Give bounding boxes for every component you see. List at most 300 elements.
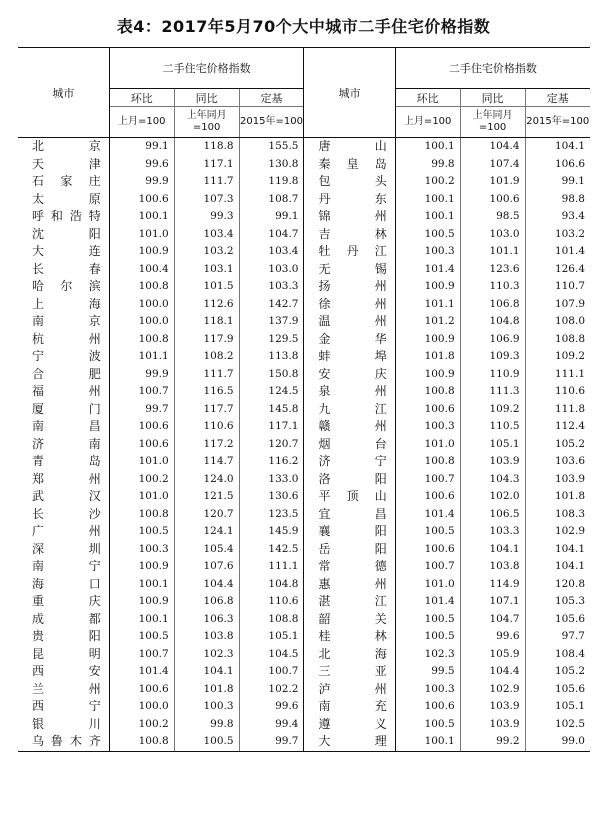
city-header-left: 城市 [18,48,109,138]
base-value-right: 105.6 [525,681,590,699]
base-value-right: 97.7 [525,628,590,646]
mom-value-right: 100.9 [395,331,460,349]
table-row [18,348,590,366]
city-name-left: 长沙 [32,506,101,521]
yoy-value-right: 103.9 [460,698,525,716]
base-value-right: 99.1 [525,173,590,191]
city-name-left: 郑州 [32,471,101,486]
city-name-right: 惠州 [304,576,395,594]
col-yoy-left: 同比 [174,89,239,107]
yoy-value-left: 100.3 [174,698,239,716]
base-value-left: 150.8 [239,366,304,384]
base-value-right: 126.4 [525,261,590,279]
city-name-left: 合肥 [32,366,101,381]
table-row [18,313,590,331]
mom-value-right: 100.6 [395,401,460,419]
city-name-left: 厦门 [32,401,101,416]
table-row [18,453,590,471]
yoy-value-right: 98.5 [460,208,525,226]
yoy-value-left: 106.3 [174,611,239,629]
mom-value-left: 100.6 [109,191,174,209]
city-name-right: 泸州 [304,681,395,699]
table-row [18,173,590,191]
base-value-left: 110.6 [239,593,304,611]
yoy-value-left: 117.2 [174,436,239,454]
yoy-value-right: 103.3 [460,523,525,541]
yoy-value-right: 110.5 [460,418,525,436]
mom-value-right: 101.1 [395,296,460,314]
city-name-left: 广州 [32,524,101,538]
yoy-value-left: 104.4 [174,576,239,594]
city-name-left: 南昌 [32,419,101,433]
mom-value-left: 100.6 [109,681,174,699]
city-name-left: 昆明 [32,646,101,661]
mom-value-left: 100.1 [109,208,174,226]
city-name-right: 桂林 [304,628,395,646]
base-value-right: 105.1 [525,698,590,716]
group-header-right: 二手住宅价格指数 [395,48,590,89]
yoy-value-right: 102.9 [460,681,525,699]
mom-value-right: 100.6 [395,541,460,559]
base-value-left: 133.0 [239,471,304,489]
base-value-left: 103.4 [239,243,304,261]
mom-value-right: 100.7 [395,471,460,489]
city-name-right: 金华 [304,331,395,349]
base-value-left: 105.1 [239,628,304,646]
yoy-value-right: 104.3 [460,471,525,489]
yoy-value-left: 117.7 [174,401,239,419]
yoy-value-left: 103.8 [174,628,239,646]
mom-value-right: 100.5 [395,523,460,541]
base-value-left: 104.7 [239,226,304,244]
base-value-right: 106.6 [525,156,590,174]
mom-value-left: 100.9 [109,593,174,611]
mom-value-right: 100.1 [395,191,460,209]
mom-value-left: 101.0 [109,488,174,506]
yoy-value-left: 107.3 [174,191,239,209]
city-name-right: 襄阳 [304,523,395,541]
base-value-left: 119.8 [239,173,304,191]
base-value-left: 104.8 [239,576,304,594]
city-name-left: 重庆 [32,594,101,608]
base-value-right: 108.4 [525,646,590,664]
mom-value-left: 100.7 [109,383,174,401]
yoy-value-left: 101.5 [174,278,239,296]
base-value-right: 108.0 [525,313,590,331]
yoy-value-right: 107.1 [460,593,525,611]
city-name-right: 牡丹江 [304,243,395,261]
base-value-right: 104.1 [525,138,590,156]
table-row [18,523,590,541]
yoy-value-left: 108.2 [174,348,239,366]
yoy-value-left: 117.1 [174,156,239,174]
yoy-value-left: 102.3 [174,646,239,664]
base-value-right: 120.8 [525,576,590,594]
mom-value-left: 100.8 [109,506,174,524]
mom-value-right: 101.2 [395,313,460,331]
yoy-value-left: 124.1 [174,523,239,541]
mom-value-left: 100.0 [109,296,174,314]
yoy-value-left: 112.6 [174,296,239,314]
mom-value-left: 99.9 [109,366,174,384]
mom-value-right: 100.6 [395,698,460,716]
table-row [18,611,590,629]
table-row [18,628,590,646]
city-name-right: 包头 [304,173,395,191]
city-name-left: 天津 [32,156,101,171]
base-value-left: 99.7 [239,733,304,751]
city-name-left: 武汉 [32,489,101,503]
base-value-right: 104.1 [525,541,590,559]
table-body [18,138,590,752]
base-value-left: 108.7 [239,191,304,209]
table-row [18,191,590,209]
yoy-value-right: 110.3 [460,278,525,296]
base-value-right: 101.8 [525,488,590,506]
yoy-value-left: 124.0 [174,471,239,489]
mom-value-right: 101.4 [395,506,460,524]
yoy-value-left: 111.7 [174,173,239,191]
base-value-left: 124.5 [239,383,304,401]
city-name-right: 南充 [304,698,395,716]
table-row [18,383,590,401]
table-row [18,488,590,506]
city-name-right: 常德 [304,558,395,576]
mom-value-right: 100.3 [395,243,460,261]
base-value-right: 103.6 [525,453,590,471]
city-header-right: 城市 [304,48,395,138]
yoy-value-left: 100.5 [174,733,239,751]
city-name-left: 南宁 [32,559,101,573]
base-value-left: 113.8 [239,348,304,366]
city-name-right: 三亚 [304,663,395,681]
city-name-right: 济宁 [304,453,395,471]
yoy-value-left: 99.3 [174,208,239,226]
city-name-right: 洛阳 [304,471,395,489]
base-value-left: 103.3 [239,278,304,296]
base-value-left: 116.2 [239,453,304,471]
city-name-right: 九江 [304,401,395,419]
yoy-value-right: 109.3 [460,348,525,366]
base-value-right: 105.2 [525,663,590,681]
yoy-value-left: 103.2 [174,243,239,261]
base-value-right: 93.4 [525,208,590,226]
city-name-right: 韶关 [304,611,395,629]
yoy-value-left: 99.8 [174,716,239,734]
city-name-right: 泉州 [304,383,395,401]
base-value-left: 145.9 [239,523,304,541]
city-name-right: 无锡 [304,261,395,279]
city-name-left: 北京 [32,139,101,153]
mom-value-right: 101.0 [395,436,460,454]
col-base-left: 定基 [239,89,304,107]
base-value-right: 111.1 [525,366,590,384]
table-row [18,576,590,594]
base-value-left: 129.5 [239,331,304,349]
city-name-right: 丹东 [304,191,395,209]
base-value-right: 108.8 [525,331,590,349]
city-name-left: 乌鲁木齐 [18,733,109,751]
mom-value-left: 100.8 [109,278,174,296]
city-name-left: 宁波 [32,349,101,363]
mom-value-left: 100.4 [109,261,174,279]
base-value-right: 103.2 [525,226,590,244]
yoy-value-right: 104.4 [460,663,525,681]
city-name-left: 长春 [32,261,101,276]
city-name-right: 烟台 [304,436,395,454]
base-value-right: 109.2 [525,348,590,366]
city-name-right: 大理 [304,733,395,751]
table-row [18,261,590,279]
yoy-value-right: 123.6 [460,261,525,279]
city-name-left: 福州 [32,384,101,398]
table-row [18,208,590,226]
mom-value-right: 100.7 [395,558,460,576]
city-name-right: 吉林 [304,226,395,244]
mom-value-right: 101.0 [395,576,460,594]
yoy-value-left: 104.1 [174,663,239,681]
col-mom-right: 环比 [395,89,460,107]
table-row [18,278,590,296]
mom-value-right: 102.3 [395,646,460,664]
base-value-left: 108.8 [239,611,304,629]
yoy-value-right: 114.9 [460,576,525,594]
city-name-right: 温州 [304,313,395,331]
city-name-right: 湛江 [304,593,395,611]
city-name-left: 深圳 [32,541,101,556]
mom-value-right: 100.9 [395,366,460,384]
mom-value-right: 100.3 [395,681,460,699]
mom-value-left: 100.5 [109,523,174,541]
city-name-right: 北海 [304,646,395,664]
mom-value-right: 99.5 [395,663,460,681]
base-value-left: 155.5 [239,138,304,156]
mom-value-left: 100.8 [109,733,174,751]
base-value-right: 105.2 [525,436,590,454]
table-row [18,681,590,699]
yoy-value-left: 116.5 [174,383,239,401]
mom-value-left: 101.1 [109,348,174,366]
base-value-right: 107.9 [525,296,590,314]
city-name-right: 安庆 [304,366,395,384]
city-name-right: 锦州 [304,208,395,226]
mom-value-left: 100.9 [109,558,174,576]
table-row [18,296,590,314]
base-value-right: 111.8 [525,401,590,419]
mom-value-left: 99.9 [109,173,174,191]
table-title: 表4：2017年5月70个大中城市二手住宅价格指数 [116,17,491,36]
city-name-right: 徐州 [304,296,395,314]
mom-value-right: 100.8 [395,453,460,471]
table-row [18,733,590,751]
sub-yoy-right: 上年同月=100 [460,107,525,138]
city-name-left: 银川 [32,716,101,731]
yoy-value-right: 106.5 [460,506,525,524]
base-value-right: 104.1 [525,558,590,576]
yoy-value-left: 101.8 [174,681,239,699]
yoy-value-left: 114.7 [174,453,239,471]
yoy-value-right: 102.0 [460,488,525,506]
city-name-left: 呼和浩特 [32,209,101,223]
mom-value-left: 100.1 [109,576,174,594]
yoy-value-left: 110.6 [174,418,239,436]
mom-value-left: 100.2 [109,471,174,489]
city-name-left: 太原 [32,191,101,206]
base-value-left: 99.1 [239,208,304,226]
mom-value-right: 100.5 [395,716,460,734]
table-row [18,156,590,174]
table-row [18,243,590,261]
col-mom-left: 环比 [109,89,174,107]
base-value-right: 108.3 [525,506,590,524]
base-value-left: 130.8 [239,156,304,174]
city-name-right: 赣州 [304,418,395,436]
city-name-right: 宜昌 [304,506,395,524]
city-name-left: 西宁 [32,699,101,713]
table-row [18,663,590,681]
yoy-value-left: 117.9 [174,331,239,349]
city-name-left: 成都 [32,611,101,626]
mom-value-left: 100.7 [109,646,174,664]
mom-value-right: 100.3 [395,418,460,436]
yoy-value-right: 106.8 [460,296,525,314]
col-yoy-right: 同比 [460,89,525,107]
yoy-value-right: 110.9 [460,366,525,384]
yoy-value-right: 101.1 [460,243,525,261]
city-name-left: 兰州 [32,681,101,696]
city-name-left: 南京 [32,314,101,328]
base-value-left: 130.6 [239,488,304,506]
city-name-right: 唐山 [304,138,395,156]
yoy-value-right: 104.1 [460,541,525,559]
sub-mom-right: 上月=100 [395,107,460,138]
mom-value-right: 101.8 [395,348,460,366]
yoy-value-right: 103.0 [460,226,525,244]
mom-value-right: 100.2 [395,173,460,191]
yoy-value-right: 107.4 [460,156,525,174]
mom-value-left: 101.0 [109,453,174,471]
table-row [18,506,590,524]
yoy-value-left: 118.8 [174,138,239,156]
city-name-left: 哈尔滨 [32,279,101,293]
base-value-left: 111.1 [239,558,304,576]
price-index-table [18,47,590,752]
table-row [18,716,590,734]
base-value-right: 105.6 [525,611,590,629]
yoy-value-right: 100.6 [460,191,525,209]
base-value-right: 102.9 [525,523,590,541]
mom-value-right: 100.5 [395,611,460,629]
table-row [18,226,590,244]
base-value-left: 142.7 [239,296,304,314]
yoy-value-right: 99.2 [460,733,525,751]
base-value-left: 104.5 [239,646,304,664]
sub-base-left: 2015年=100 [239,107,304,138]
yoy-value-left: 121.5 [174,488,239,506]
yoy-value-left: 103.1 [174,261,239,279]
mom-value-right: 100.6 [395,488,460,506]
base-value-left: 99.4 [239,716,304,734]
city-name-left: 青岛 [32,454,101,468]
mom-value-right: 100.1 [395,208,460,226]
table-row [18,331,590,349]
mom-value-right: 100.5 [395,226,460,244]
city-name-left: 沈阳 [32,226,101,241]
mom-value-left: 100.0 [109,698,174,716]
base-value-right: 110.6 [525,383,590,401]
mom-value-right: 101.4 [395,261,460,279]
mom-value-left: 100.6 [109,418,174,436]
base-value-right: 99.0 [525,733,590,751]
yoy-value-right: 103.8 [460,558,525,576]
base-value-left: 123.5 [239,506,304,524]
mom-value-left: 100.8 [109,331,174,349]
yoy-value-right: 106.9 [460,331,525,349]
base-value-left: 117.1 [239,418,304,436]
mom-value-left: 101.4 [109,663,174,681]
mom-value-left: 100.6 [109,436,174,454]
sub-mom-left: 上月=100 [109,107,174,138]
table-row [18,541,590,559]
base-value-right: 98.8 [525,191,590,209]
mom-value-right: 100.1 [395,138,460,156]
mom-value-left: 100.2 [109,716,174,734]
group-header-left: 二手住宅价格指数 [109,48,304,89]
base-value-left: 145.8 [239,401,304,419]
mom-value-right: 100.8 [395,383,460,401]
table-row [18,471,590,489]
mom-value-left: 100.5 [109,628,174,646]
city-name-left: 石家庄 [32,174,101,188]
yoy-value-right: 104.8 [460,313,525,331]
yoy-value-right: 99.6 [460,628,525,646]
city-name-left: 大连 [32,244,101,258]
table-row [18,366,590,384]
yoy-value-right: 103.9 [460,453,525,471]
base-value-right: 110.7 [525,278,590,296]
table-row [18,418,590,436]
yoy-value-right: 105.1 [460,436,525,454]
mom-value-right: 100.5 [395,628,460,646]
city-name-right: 秦皇岛 [304,156,395,174]
yoy-value-right: 101.9 [460,173,525,191]
yoy-value-right: 109.2 [460,401,525,419]
base-value-left: 142.5 [239,541,304,559]
mom-value-right: 100.1 [395,733,460,751]
table-row [18,593,590,611]
base-value-right: 112.4 [525,418,590,436]
mom-value-right: 101.4 [395,593,460,611]
city-name-right: 岳阳 [304,541,395,559]
city-name-left: 济南 [32,436,101,451]
base-value-right: 101.4 [525,243,590,261]
table-row [18,698,590,716]
city-name-right: 扬州 [304,278,395,296]
mom-value-right: 100.9 [395,278,460,296]
city-name-left: 杭州 [32,331,101,346]
base-value-left: 99.6 [239,698,304,716]
city-name-left: 贵阳 [32,629,101,643]
mom-value-left: 99.1 [109,138,174,156]
mom-value-left: 100.9 [109,243,174,261]
yoy-value-left: 118.1 [174,313,239,331]
city-name-left: 西安 [32,664,101,678]
base-value-left: 137.9 [239,313,304,331]
yoy-value-right: 111.3 [460,383,525,401]
city-name-right: 遵义 [304,716,395,734]
yoy-value-left: 107.6 [174,558,239,576]
table-row [18,646,590,664]
